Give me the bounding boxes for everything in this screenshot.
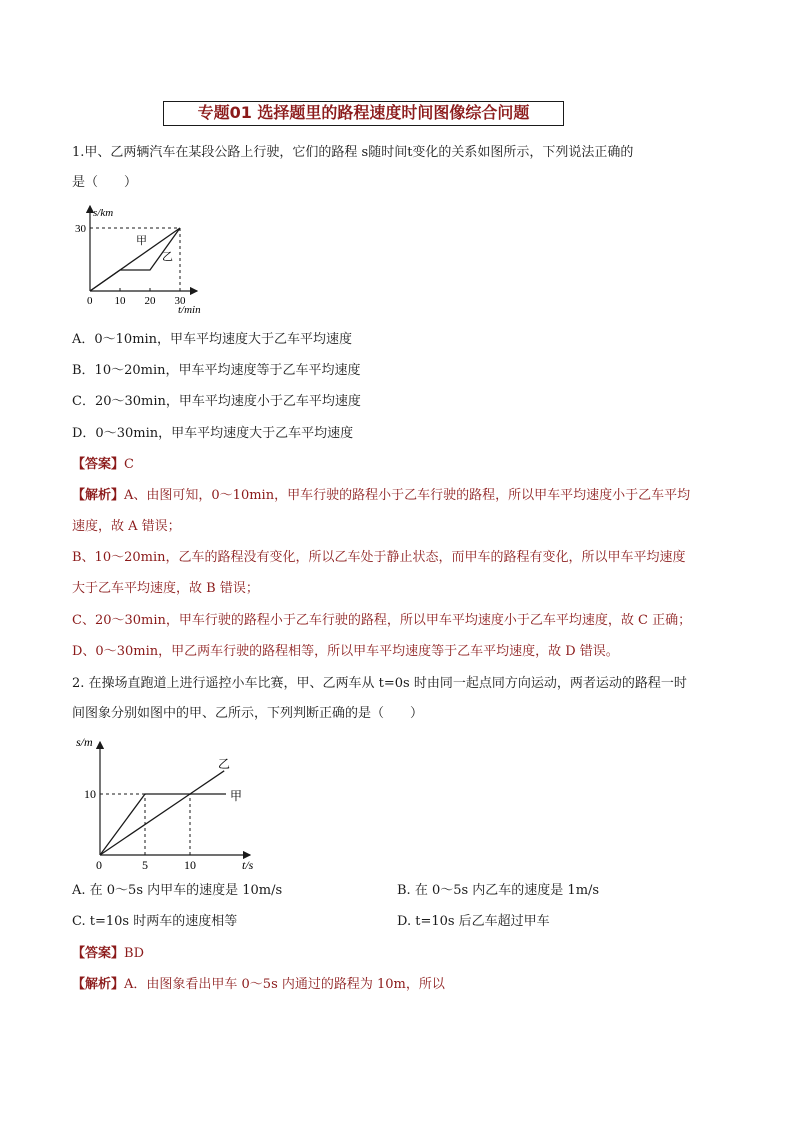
q1-answer-value: C [124,457,134,472]
q1-stem-line1: 1.甲、乙两辆汽车在某段公路上行驶，它们的路程 s随时间t变化的关系如图所示，下列说法正确的 [72,145,634,160]
q1-x-axis-label: t/min [178,304,201,316]
q1-analysis-line-4: 大于乙车平均速度，故 B 错误； [72,581,259,596]
q1-x-tick-label: 20 [144,295,156,307]
q2-analysis-tag: 【解析】 [72,977,125,992]
q1-analysis-line-6: D、0～30min，甲乙两车行驶的路程相等，所以甲车平均速度等于乙车平均速度，故 D 错误。 [72,644,619,659]
q1-answer [72,455,134,475]
q2-figure [70,730,270,875]
q1-option-b: B．10～20min，甲车平均速度等于乙车平均速度 [72,363,361,378]
q1-y-axis-label: s/km [93,207,114,219]
q1-answer-tag: 【答案】 [72,457,125,472]
q1-figure [70,200,210,320]
q1-option-a: A．0～10min，甲车平均速度大于乙车平均速度 [72,332,353,347]
q1-analysis-line-5: C、20～30min，甲车行驶的路程小于乙车行驶的路程，所以甲车平均速度小于乙车平均速度，故 C 正确； [72,613,692,628]
q2-label-yi: 乙 [218,757,231,771]
q1-analysis-tag: 【解析】 [72,488,125,503]
q1-option-c: C．20～30min，甲车平均速度小于乙车平均速度 [72,394,361,409]
q2-analysis-text-1: A．由图象看出甲车 0～5s 内通过的路程为 10m，所以 [124,977,445,992]
q1-x-tick-label: 30 [174,295,186,307]
q2-y-tick-label: 10 [84,787,96,801]
q2-x-axis-label: t/s [242,858,254,872]
q2-answer-value: BD [124,946,144,961]
q2-series-yi-line [100,771,224,855]
q2-x-tick-label: 10 [184,858,196,872]
q2-label-jia: 甲 [230,789,243,803]
q1-label-jia: 甲 [136,235,147,247]
q2-stem-line1: 2. 在操场直跑道上进行遥控小车比赛，甲、乙两车从 t=0s 时由同一起点同方向运动，两者运动的路程一时 [72,676,687,691]
q2-x-tick-label: 5 [142,858,148,872]
q2-answer-tag: 【答案】 [72,946,125,961]
q2-origin-label: 0 [96,858,102,872]
q1-analysis-text-1: A、由图可知，0～10min，甲车行驶的路程小于乙车行驶的路程，所以甲车平均速度小于乙车平均 [124,488,691,503]
q1-analysis-line-2: 速度，故 A 错误； [72,519,181,534]
q2-option-a: A. 在 0～5s 内甲车的速度是 10m/s [72,883,283,898]
q2-option-d: D. t=10s 后乙车超过甲车 [397,914,550,929]
q2-y-axis-label: s/m [76,735,93,749]
q1-stem-line2: 是（ ） [72,175,138,190]
q2-answer [72,944,144,964]
q2-option-c: C. t=10s 时两车的速度相等 [72,914,238,929]
q1-origin-label: 0 [87,295,93,307]
q2-option-b: B. 在 0～5s 内乙车的速度是 1m/s [397,883,600,898]
q1-label-yi: 乙 [162,251,173,263]
q1-x-tick-label: 10 [114,295,126,307]
q1-y-tick-label: 30 [75,223,86,235]
q2-analysis-line-1 [72,975,445,995]
page-title: 专题01 选择题里的路程速度时间图像综合问题 [163,101,564,126]
q2-series-jia-line [100,794,226,855]
q2-stem-line2: 间图象分别如图中的甲、乙所示，下列判断正确的是（ ） [72,706,424,721]
q1-option-d: D．0～30min，甲车平均速度大于乙车平均速度 [72,426,354,441]
q1-analysis-line-3: B、10～20min，乙车的路程没有变化，所以乙车处于静止状态，而甲车的路程有变化，所以甲车平均速度 [72,550,686,565]
q1-analysis-line-1 [72,486,690,506]
